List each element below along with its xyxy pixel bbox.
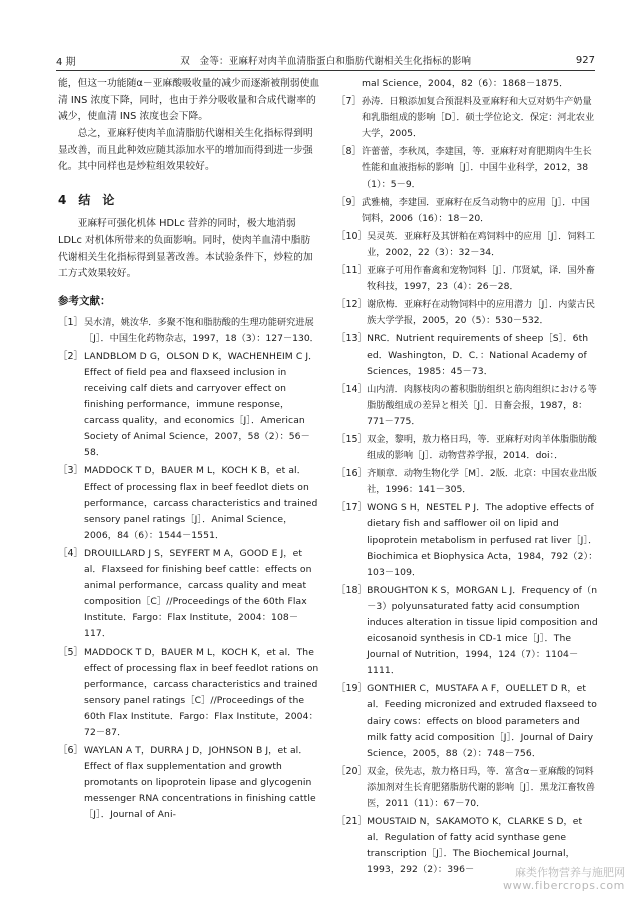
reference-number: ［7］	[336, 96, 362, 108]
reference-item	[336, 432, 598, 464]
reference-item	[58, 546, 320, 643]
reference-item	[336, 466, 598, 498]
conclusion-paragraph: 亚麻籽可强化机体 HDLc 营养的同时，极大地消弱 LDLc 对机体所带来的负面影响。同时，使肉羊血清中脂肪代谢相关生化指标得到显著改善。本试验条件下，炒粒的加工方式效果较好。	[58, 218, 313, 280]
header-rule	[56, 70, 595, 71]
reference-item	[336, 331, 598, 379]
reference-text: GONTHIER C，MUSTAFA A F，OUELLET D R，et al．Feeding micronized and extruded flaxseed to dairy cows：effects on blood parameters and milk fatty acid composition［J］．Journal of Dairy Science，2005，88（2）：748－756．	[367, 683, 597, 759]
reference-text: WONG S H，NESTEL P J．The adoptive effects of dietary fish and safflower oil on lipid and lipoprotein metabolism in perfused rat liver［J］．Biochimica et Biophysica Acta，1984，792（2）：103－109．	[367, 502, 598, 578]
reference-text: NRC．Nutrient requirements of sheep［S］．6th ed．Washington，D．C．：National Academy of Sciences，1985：45－73．	[367, 333, 589, 377]
right-column	[336, 76, 598, 881]
issue-label: 4 期	[56, 56, 76, 68]
reference-number: ［3］	[58, 465, 84, 477]
reference-text: DROUILLARD J S，SEYFERT M A，GOOD E J，et al．Flaxseed for finishing beef cattle：effects on animal performance，carcass quality and meat composition［C］//Proceedings of the 60th Flax Institute．Fargo：Flax Institute，2004：108－117．	[84, 547, 312, 640]
reference-number: ［14］	[336, 383, 368, 395]
watermark-site-name: 麻类作物营养与施肥网	[515, 865, 625, 879]
reference-text: 山内清．肉豚枝肉の蓄积脂肪组织と筋肉组织における等脂肪酸组成の差异と相关［J］．日畜会报，1987，8：771－775．	[367, 383, 597, 427]
reference-item	[336, 263, 598, 295]
reference-item	[336, 500, 598, 580]
reference-item	[336, 583, 598, 680]
discussion-summary-paragraph: 总之，亚麻籽使肉羊血清脂肪代谢相关生化指标得到明显改善，而且此种效应随其添加水平的增加而得到进一步强化。其中同样也是炒粒组效果较好。	[58, 127, 313, 173]
watermark-url: www.fibercrops.com	[503, 879, 625, 893]
reference-item	[58, 315, 320, 347]
reference-number: ［17］	[336, 502, 368, 514]
reference-text: WAYLAN A T，DURRA J D，JOHNSON B J，et al．Effect of flax supplementation and growth promotants on lipoprotein lipase and glycogenin messenger RNA concentrations in finishing cattle［J］．Journal of Ani-	[84, 745, 316, 821]
reference-text: LANDBLOM D G，OLSON D K，WACHENHEIM C J．Effect of field pea and flaxseed inclusion in receiving calf diets and carryover effect on finishing performance，immune response，carcass quality，and economics［J］．American Society of Animal Science，2007，58（2）：56－58．	[84, 350, 318, 459]
reference-number: ［15］	[336, 433, 368, 445]
reference-text: 齐顺章．动物生物化学［M］．2版．北京：中国农业出版社，1996：141－305．	[367, 468, 597, 496]
reference-text: 吴灵英．亚麻籽及其饼粕在鸡饲料中的应用［J］．饲料工业，2002，22（3）：32－34．	[367, 230, 595, 258]
reference-number: ［4］	[58, 547, 84, 559]
reference-number: ［12］	[336, 299, 368, 311]
discussion-paragraph-continued: 能，但这一功能随α－亚麻酸吸收量的减少而逐渐被削弱使血清 INS 浓度下降，同时，也由于养分吸收量和合成代谢率的减少，使血清 INS 浓度也会下降。	[58, 78, 320, 123]
reference-number: ［20］	[336, 765, 368, 777]
reference-number: ［10］	[336, 230, 368, 242]
reference-item	[336, 382, 598, 430]
reference-number: ［8］	[336, 146, 362, 158]
reference-item	[58, 645, 320, 742]
reference-item	[336, 297, 598, 329]
reference-text: 吴水清，姚汝华．多聚不饱和脂肪酸的生理功能研究进展［J］．中国生化药物杂志，1997，18（3）：127－130．	[84, 316, 319, 344]
reference-number: ［18］	[336, 584, 368, 596]
reference-text: 谢欣梅．亚麻籽在动物饲料中的应用潜力［J］．内蒙古民族大学学报，2005，20（5）：530－532．	[367, 299, 595, 327]
reference-item	[336, 94, 598, 142]
reference-number: ［5］	[58, 646, 84, 658]
reference-text: 武雅楠，李建国．亚麻籽在反刍动物中的应用［J］．中国饲料，2006（16）：18－20．	[362, 196, 590, 224]
site-watermark	[503, 866, 625, 894]
reference-number: ［6］	[58, 745, 84, 757]
reference-number: ［21］	[336, 816, 368, 828]
reference-text: 亚麻子可用作畜禽和宠物饲料［J］．邝贤斌，译．国外畜牧科技，1997，23（4）：26－28．	[367, 265, 595, 293]
reference-item	[336, 144, 598, 192]
running-title: 双 金等：亚麻籽对肉羊血清脂蛋白和脂肪代谢相关生化指标的影响	[180, 56, 472, 67]
reference-text: MADDOCK T D，BAUER M L，KOCH K B，et al．Effect of processing flax in beef feedlot diets on performance，carcass characteristics and trained sensory panel ratings［J］．Animal Science，2006，84（6）：1544－1551．	[84, 465, 318, 541]
reference-text: 双金，侯先志，敖力格日玛，等．富含α－亚麻酸的饲料添加剂对生长育肥猪脂肪代谢的影响［J］．黑龙江畜牧兽医，2011（11）：67－70．	[367, 765, 595, 810]
reference-text: MOUSTAID N，SAKAMOTO K，CLARKE S D，et al．Regulation of fatty acid synthase gene transcription［J］．The Biochemical Journal，1993，292（2）：396－	[367, 816, 583, 876]
reference-number: ［1］	[58, 316, 84, 328]
reference-item	[58, 743, 320, 823]
reference-number: ［19］	[336, 683, 368, 695]
reference-number: ［2］	[58, 350, 84, 362]
reference-text: 孙涛．日粮添加复合预混料及亚麻籽和大豆对奶牛产奶量和乳脂组成的影响［D］．硕士学位论文．保定：河北农业大学，2005．	[362, 96, 595, 140]
left-column	[58, 76, 320, 826]
section-heading-conclusion: 4 结 论	[58, 192, 115, 207]
reference-continued	[336, 76, 598, 92]
references-heading: 参考文献：	[58, 294, 111, 307]
reference-item	[336, 764, 598, 812]
reference-item	[336, 195, 598, 227]
reference-number: ［9］	[336, 196, 362, 208]
reference-text: BROUGHTON K S，MORGAN L J．Frequency of（n－3）polyunsaturated fatty acid consumption induces alteration in tissue lipid composition and eicosanoid synthesis in CD-1 mice［J］．The Journal of Nutrition，1994，124（7）：1104－1111．	[367, 584, 598, 677]
reference-text: MADDOCK T D，BAUER M L，KOCH K，et al．The effect of processing flax in beef feedlot rations on performance，carcass characteristics and trained sensory panel ratings［C］//Proceedings of the 60th Flax Institute．Fargo：Flax Institute，2004：72－87．	[84, 646, 319, 738]
reference-text: 许蕾蕾，李秋凤，李建国，等．亚麻籽对育肥期肉牛生长性能和血液指标的影响［J］．中国牛业科学，2012，38（1）：5－9．	[362, 146, 592, 190]
reference-text: 双金，黎明，敖力格日玛，等．亚麻籽对肉羊体脂脂肪酸组成的影响［J］．动物营养学报，2014．doi：．	[367, 433, 597, 462]
running-header	[56, 50, 595, 70]
reference-number-blank	[336, 76, 362, 92]
page-number: 927	[575, 54, 595, 66]
reference-number: ［16］	[336, 468, 368, 480]
reference-item	[336, 681, 598, 761]
reference-number: ［11］	[336, 265, 368, 277]
reference-number: ［13］	[336, 333, 368, 345]
reference-item	[58, 463, 320, 543]
reference-item	[58, 349, 320, 462]
reference-text: mal Science，2004，82（6）：1868－1875．	[362, 78, 569, 89]
reference-item	[336, 229, 598, 261]
